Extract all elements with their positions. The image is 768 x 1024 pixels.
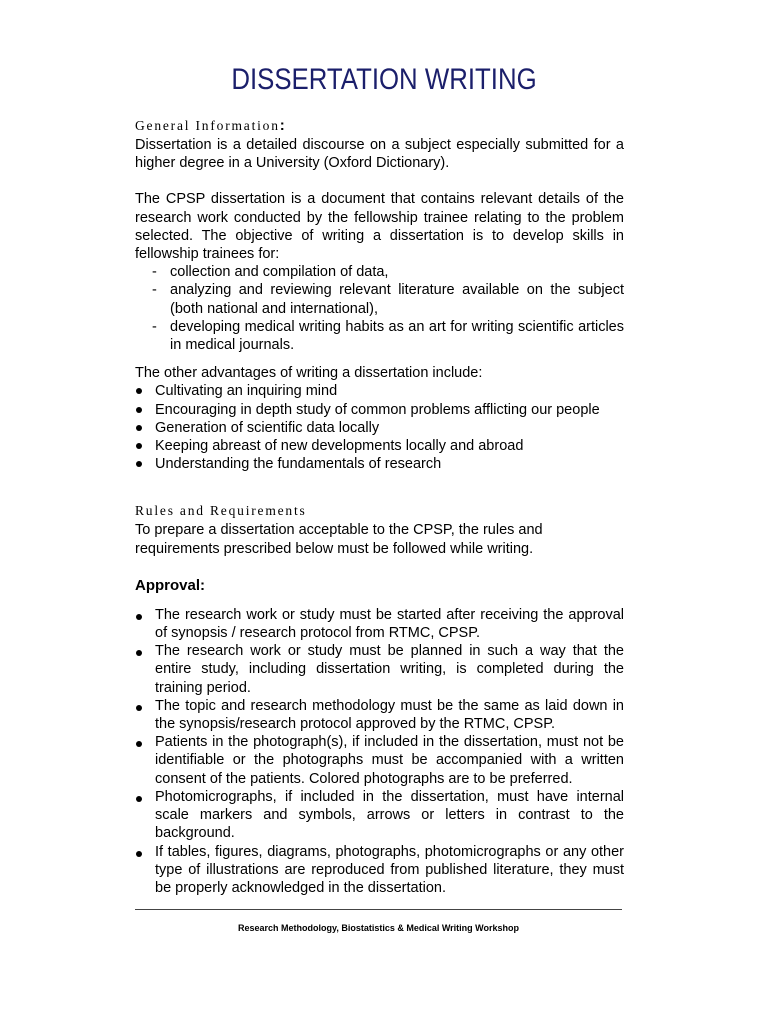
list-item-text: collection and compilation of data, [170,264,389,281]
definition-paragraph: Dissertation is a detailed discourse on a subject especially submitted for a higher degree in a University (Oxford Dictionary). [135,137,624,172]
document-body [135,116,624,897]
list-item [135,788,624,843]
general-information-heading [135,116,624,136]
list-item-text: If tables, figures, diagrams, photographs, photomicrographs or any other type of illustrations are reproduced from published literature, they must be properly acknowledged in the dissertation. [155,843,624,896]
list-item: - collection and compilation of data, [152,264,389,281]
footer-divider [135,909,622,910]
bullet-icon [136,425,142,431]
list-item-text: The topic and research methodology must be the same as laid down in the synopsis/research protocol approved by the RTMC, CPSP. [155,697,624,733]
list-item-text: Keeping abreast of new developments locally and abroad [155,438,524,455]
advantages-list [135,382,624,473]
list-item-text: Patients in the photograph(s), if included in the dissertation, must not be identifiable or the photographs must be accompanied with a written consent of the patients. Colored photographs are to be preferred. [155,734,624,787]
bullet-icon [136,851,142,857]
list-item: - developing medical writing habits as an art for writing scientific articles in medical journals. [152,318,624,354]
bullet-icon [136,705,142,711]
list-item-text: analyzing and reviewing relevant literature available on the subject (both national and international), [170,282,624,317]
page-title: DISSERTATION WRITING [231,63,537,96]
objective-list [135,263,624,354]
general-information-heading-colon: : [279,117,285,134]
objective-paragraph: The CPSP dissertation is a document that contains relevant details of the research work conducted by the fellowship trainee relating to the problem selected. The objective of writing a dissertation is to develop skills in fellowship trainees for: [135,191,624,263]
list-item [135,697,624,733]
list-item-text: The research work or study must be planned in such a way that the entire study, including dissertation writing, is completed during the training period. [155,643,624,696]
list-item [135,437,624,455]
bullet-icon [136,650,142,656]
general-information-heading-text: General Information [135,118,280,133]
list-item-text: Understanding the fundamentals of research [155,456,442,473]
approval-heading: Approval: [135,576,206,594]
list-item [135,843,624,898]
bullet-icon [136,461,142,467]
list-item-text: Cultivating an inquiring mind [155,383,338,400]
bullet-icon [136,388,142,394]
bullet-icon [136,741,142,747]
rules-requirements-heading: Rules and Requirements [135,503,307,519]
list-item [135,733,624,788]
list-item-text: developing medical writing habits as an art for writing scientific articles in medical journals. [170,318,624,354]
list-item-text: Generation of scientific data locally [155,419,380,436]
list-item-text: Encouraging in depth study of common problems afflicting our people [155,401,600,418]
list-item [135,455,624,473]
list-item [135,401,624,419]
list-item-text: The research work or study must be started after receiving the approval of synopsis / research protocol from RTMC, CPSP. [155,606,624,642]
bullet-icon [136,796,142,802]
approval-list [135,606,624,897]
rules-intro: To prepare a dissertation acceptable to the CPSP, the rules and requirements prescribed below must be followed while writing. [135,522,543,557]
list-item [135,419,624,437]
bullet-icon [136,443,142,449]
list-item [135,382,624,400]
list-item: - analyzing and reviewing relevant literature available on the subject (both national and international), [152,282,624,317]
list-item-text: Photomicrographs, if included in the dissertation, must have internal scale markers and symbols, arrows or letters in contrast to the background. [155,788,624,842]
list-item [135,606,624,642]
advantages-intro: The other advantages of writing a dissertation include: [135,365,483,382]
list-item [135,642,624,697]
bullet-icon [136,407,142,413]
page-footer: Research Methodology, Biostatistics & Medical Writing Workshop [237,923,520,933]
bullet-icon [136,614,142,620]
